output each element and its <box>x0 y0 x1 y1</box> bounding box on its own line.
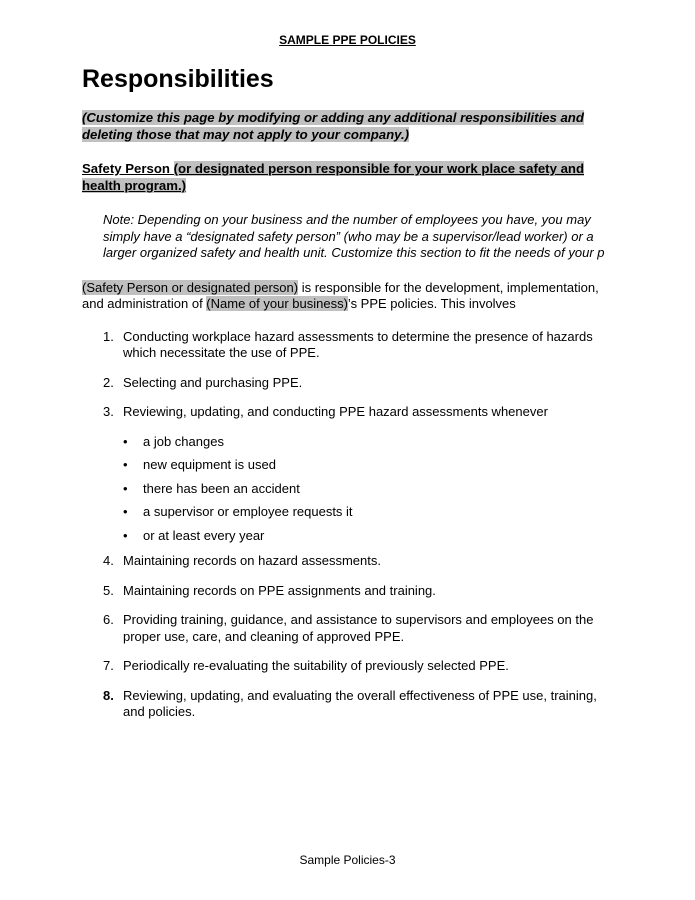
list-number: 5. <box>103 582 114 598</box>
bullet-item <box>123 434 614 451</box>
safety-person-note: (or designated person responsible for your work place safety and health program.) <box>82 161 585 193</box>
list-number: 7. <box>103 658 114 673</box>
list-item-text: Selecting and purchasing PPE. <box>123 374 303 390</box>
list-item <box>82 329 614 362</box>
list-number: 8. <box>103 687 114 703</box>
bullet-item <box>123 481 614 498</box>
list-number: 6. <box>103 612 114 627</box>
list-number: 1. <box>103 328 114 344</box>
bullet-item <box>123 457 614 474</box>
list-item-text: Periodically re-evaluating the suitability of previously selected PPE. <box>123 658 509 673</box>
bullet-text: or at least every year <box>143 527 265 543</box>
document-body <box>82 62 614 734</box>
bullet-icon: • <box>123 433 128 449</box>
list-number: 2. <box>103 374 114 390</box>
responsibility-list <box>82 329 614 721</box>
list-item <box>82 404 614 544</box>
bullet-icon: • <box>123 480 128 496</box>
list-item-text: Conducting workplace hazard assessments to determine the presence of hazards which necessitate the use of PPE. <box>123 328 593 360</box>
page-header-title: SAMPLE PPE POLICIES <box>279 33 416 47</box>
bullet-item <box>123 528 614 545</box>
list-item-text: Maintaining records on hazard assessments. <box>123 553 381 568</box>
note-paragraph: Note: Depending on your business and the number of employees you have, you may simply have a “designated safety person” (who may be a supervisor/lead worker) or a larger organized safety and health unit. Customize this section to fit the needs of your p <box>103 212 605 260</box>
bullet-item <box>123 504 614 521</box>
list-number: 3. <box>103 404 114 419</box>
placeholder-safety-person: (Safety Person or designated person) <box>82 279 299 295</box>
bullet-icon: • <box>123 527 128 543</box>
list-item <box>82 658 614 675</box>
list-item <box>82 688 614 721</box>
list-number: 4. <box>103 553 114 568</box>
bullet-icon: • <box>123 504 128 519</box>
intro-instruction <box>82 109 614 143</box>
bullet-text: a supervisor or employee requests it <box>143 504 353 519</box>
bullet-text: new equipment is used <box>143 457 276 472</box>
page-footer: Sample Policies-3 <box>299 853 396 867</box>
list-item-text: Reviewing, updating, and evaluating the overall effectiveness of PPE use, training, and policies. <box>123 687 597 719</box>
list-item-text: Providing training, guidance, and assistance to supervisors and employees on the proper use, care, and cleaning of approved PPE. <box>123 612 594 644</box>
bullet-icon: • <box>123 457 128 472</box>
bullet-text: a job changes <box>143 433 224 449</box>
list-item <box>82 583 614 600</box>
bullet-text: there has been an accident <box>143 480 300 496</box>
list-item <box>82 553 614 570</box>
review-trigger-list <box>123 434 614 545</box>
safety-person-heading <box>82 160 614 194</box>
list-item-text: Reviewing, updating, and conducting PPE hazard assessments whenever <box>123 404 548 419</box>
page-heading: Responsibilities <box>82 65 274 93</box>
list-item <box>82 612 614 645</box>
safety-person-label: Safety Person <box>82 161 170 176</box>
responsibility-paragraph <box>82 280 614 313</box>
responsibility-text-2: ’s PPE policies. This involves <box>347 296 516 311</box>
intro-highlight: (Customize this page by modifying or adding any additional responsibilities and deleting those that may not apply to your company.) <box>82 110 584 142</box>
list-item-text: Maintaining records on PPE assignments and training. <box>123 582 436 598</box>
list-item <box>82 375 614 392</box>
responsibility-text-1: is responsible for the development, implementation, and administration of <box>82 279 599 311</box>
placeholder-business-name: (Name of your business) <box>206 296 348 311</box>
